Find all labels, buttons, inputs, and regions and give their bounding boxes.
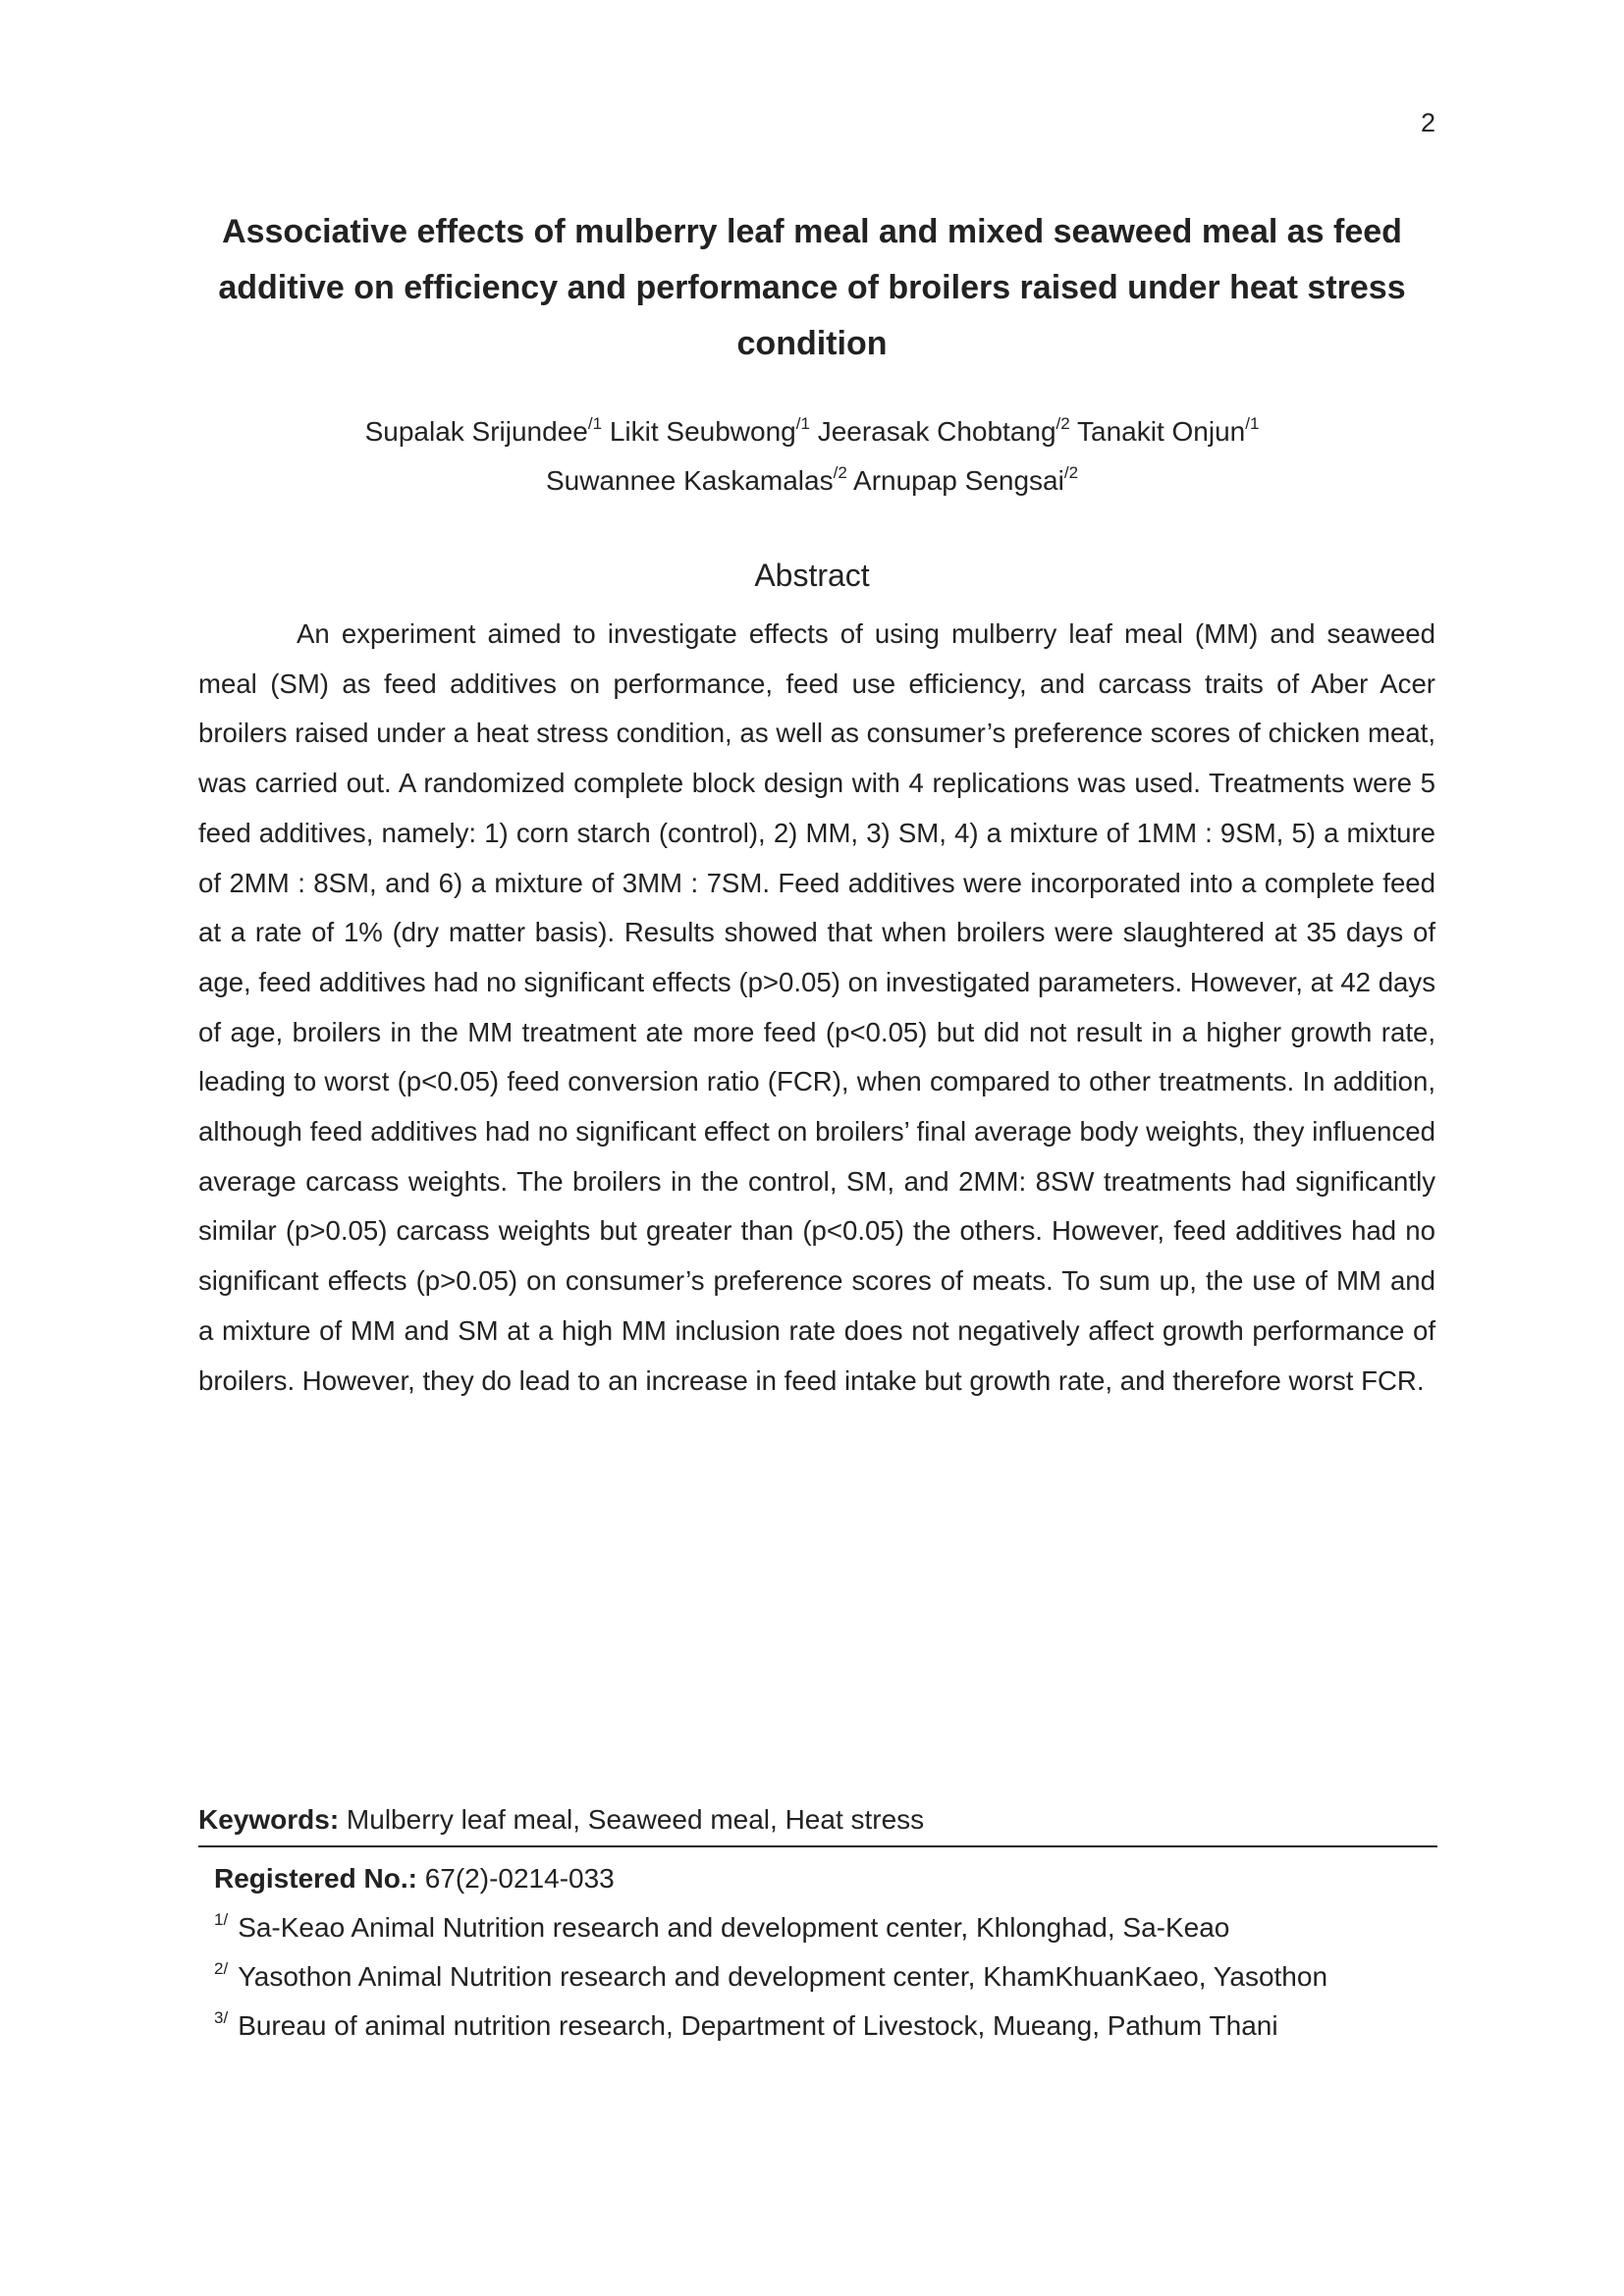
footnote-divider <box>198 1845 1437 1847</box>
author: Likit Seubwong$^{/1}$ <box>609 414 810 447</box>
author: Supalak Srijundee$^{/1}$ <box>364 414 603 447</box>
affiliation-mark: 3/ <box>214 2008 229 2027</box>
affiliation-mark: 1/ <box>214 1910 229 1929</box>
author: Arnupap Sengsai$^{/2}$ <box>853 463 1079 496</box>
author: Suwannee Kaskamalas$^{/2}$ <box>545 463 847 496</box>
affiliation-text: Bureau of animal nutrition research, Department of Livestock, Mueang, Pathum Thani <box>238 2010 1278 2041</box>
abstract-heading: Abstract <box>754 558 870 593</box>
affiliation-text: Sa-Keao Animal Nutrition research and development center, Khlonghad, Sa-Keao <box>238 1912 1230 1943</box>
author: Tanakit Onjun$^{/1}$ <box>1077 414 1260 447</box>
keywords-value: Mulberry leaf meal, Seaweed meal, Heat stress <box>339 1804 925 1835</box>
registered-number <box>214 1863 615 1895</box>
affiliation-1 <box>214 1912 1229 1944</box>
registered-value: 67(2)-0214-033 <box>416 1863 615 1894</box>
author: Jeerasak Chobtang$^{/2}$ <box>817 414 1070 447</box>
abstract-body: An experiment aimed to investigate effects of using mulberry leaf meal (MM) and seaweed meal (SM) as feed additives on performance, feed use efficiency, and carcass traits of Aber Acer broilers raised under a heat stress condition, as well as consumer’s preference scores of chicken meat, was carried out. A randomized complete block design with 4 replications was used. Treatments were 5 feed additives, namely: 1) corn starch (control), 2) MM, 3) SM, 4) a mixture of 1MM : 9SM, 5) a mixture of 2MM : 8SM, and 6) a mixture of 3MM : 7SM. Feed additives were incorporated into a complete feed at a rate of 1% (dry matter basis). Results showed that when broilers were slaughtered at 35 days of age, feed additives had no significant effects (p>0.05) on investigated parameters. However, at 42 days of age, broilers in the MM treatment ate more feed (p<0.05) but did not result in a higher growth rate, leading to worst (p<0.05) feed conversion ratio (FCR), when compared to other treatments. In addition, although feed additives had no significant effect on broilers’ final average body weights, they influenced average carcass weights. The broilers in the control, SM, and 2MM: 8SW treatments had significantly similar (p>0.05) carcass weights but greater than (p<0.05) the others. However, feed additives had no significant effects (p>0.05) on consumer’s preference scores of meats. To sum up, the use of MM and a mixture of MM and SM at a high MM inclusion rate does not negatively affect growth performance of broilers. However, they do lead to an increase in feed intake but growth rate, and therefore worst FCR. <box>198 618 1435 1396</box>
author-line-2 <box>196 456 1428 506</box>
affiliation-text: Yasothon Animal Nutrition research and development center, KhamKhuanKaeo, Yasothon <box>238 1961 1328 1992</box>
affiliation-3 <box>214 2010 1278 2042</box>
affiliation-2 <box>214 1961 1327 1993</box>
registered-label: Registered No.: <box>214 1863 417 1894</box>
page-number: 2 <box>1420 108 1435 137</box>
affiliation-mark: 2/ <box>214 1959 229 1978</box>
keywords-line <box>198 1804 924 1836</box>
author-line-1 <box>196 407 1428 456</box>
keywords-label: Keywords: <box>198 1804 340 1835</box>
paper-title: Associative effects of mulberry leaf meal and mixed seaweed meal as feed additive on efficiency and performance of broilers raised under heat stress condition <box>218 213 1406 362</box>
author-list <box>196 407 1428 506</box>
